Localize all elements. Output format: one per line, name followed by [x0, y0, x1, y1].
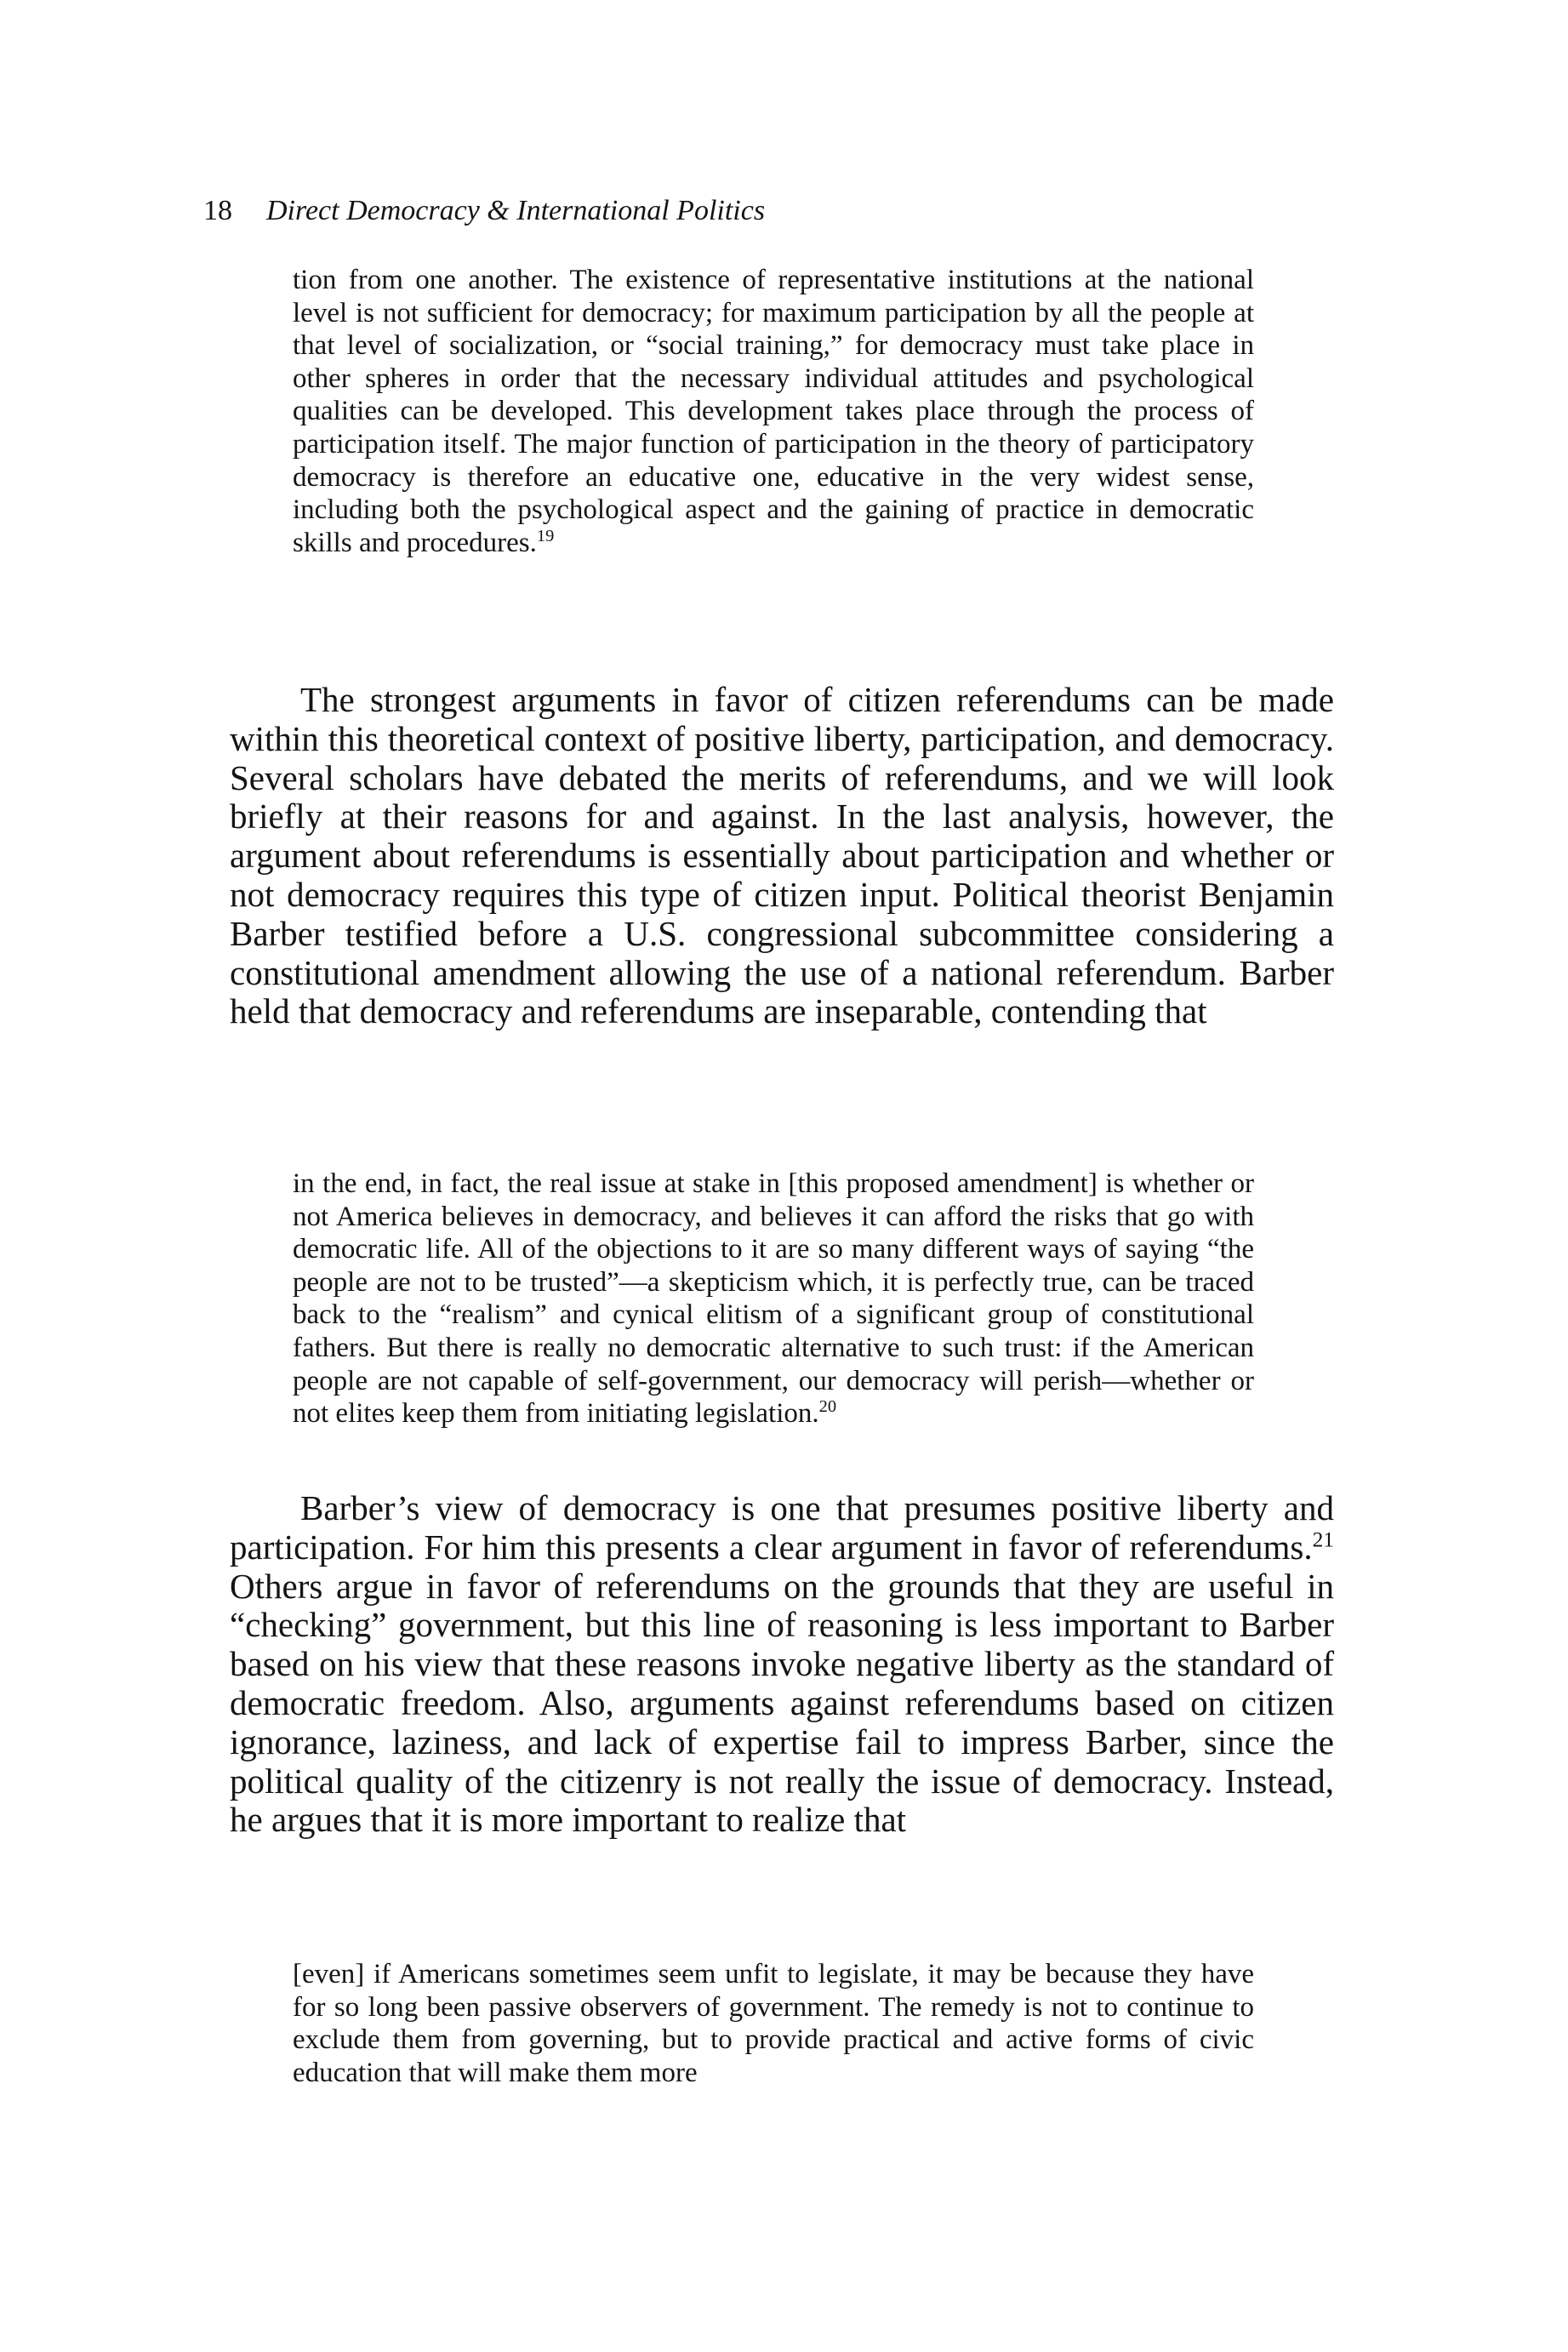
block-quote: [293, 1958, 1254, 2089]
block-quote-continued: [293, 264, 1254, 559]
footnote-ref: 19: [536, 526, 555, 545]
quote-text: tion from one another. The existence of representative institutions at the national level is not sufficient for democracy; for maximum participation by all the people at that level of socialization, or “social training,” for democracy must take place in other spheres in order that the necessary individual attitudes and psychological qualities can be developed. This development takes place through the process of participation itself. The major function of participation in the theory of participatory democracy is therefore an educative one, educative in the very widest sense, including both the psychological aspect and the gaining of practice in democratic skills and procedures.: [293, 265, 1254, 558]
footnote-ref: 20: [818, 1397, 837, 1417]
footnote-ref: 21: [1312, 1527, 1334, 1552]
paragraph-text: The strongest arguments in favor of citizen referendums can be made within this theoretical context of positive liberty, participation, and democracy. Several scholars have debated the merits of referendums, and we will look briefly at their reasons for and against. In the last analysis, however, the argument about referendums is essentially about participation and whether or not democracy requires this type of citizen input. Political theorist Benjamin Barber testified before a U.S. congressional subcommittee considering a constitutional amendment allowing the use of a national referendum. Barber held that democracy and referendums are inseparable, contending that: [230, 680, 1334, 1031]
page-number: 18: [203, 195, 232, 226]
block-quote: [293, 1167, 1254, 1430]
running-head: [203, 194, 765, 228]
paragraph-text: Barber’s view of democracy is one that presumes positive liberty and participation. For him this presents a clear argument in favor of referendums.: [230, 1488, 1334, 1567]
paragraph-text-continued: Others argue in favor of referendums on the grounds that they are useful in “checking” government, but this line of reasoning is less important to Barber based on his view that these reasons invoke negative liberty as the standard of democratic freedom. Also, arguments against referendums based on citizen ignorance, laziness, and lack of expertise fail to impress Barber, since the political quality of the citizenry is not really the issue of democracy. Instead, he argues that it is more important to realize that: [230, 1566, 1334, 1840]
body-paragraph: [230, 681, 1334, 1031]
quote-text: [even] if Americans sometimes seem unfit to legislate, it may be because they have for so long been passive observers of government. The remedy is not to continue to exclude them from governing, but to provide practical and active forms of civic education that will make them more: [293, 1959, 1254, 2088]
book-title: Direct Democracy & International Politics: [266, 195, 766, 226]
body-paragraph: [230, 1489, 1334, 1840]
quote-text: in the end, in fact, the real issue at stake in [this proposed amendment] is whether or not America believes in democracy, and believes it can afford the risks that go with democratic life. All of the objections to it are so many different ways of saying “the people are not to be trusted”—a skepticism which, it is perfectly true, can be traced back to the “realism” and cynical elitism of a significant group of constitutional fathers. But there is really no democratic alternative to such trust: if the American people are not capable of self-government, our democracy will perish—whether or not elites keep them from initiating legislation.: [293, 1168, 1254, 1430]
